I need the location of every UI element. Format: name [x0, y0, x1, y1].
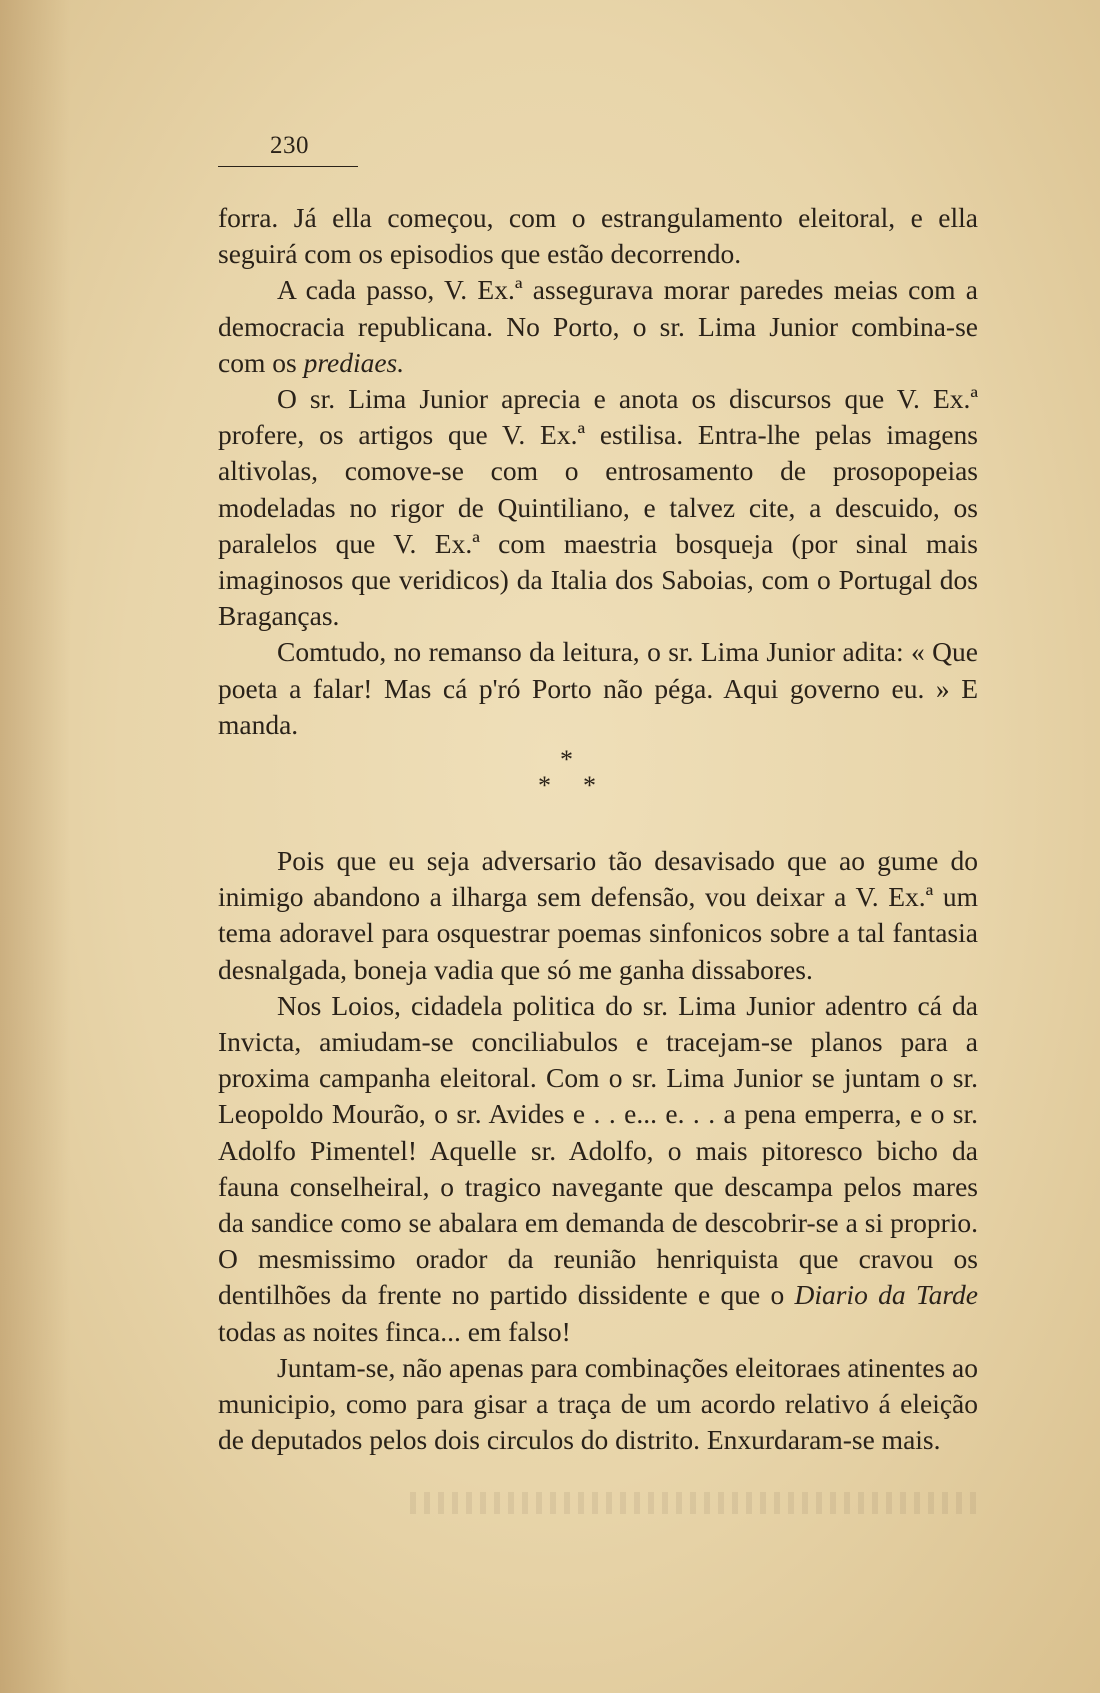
asterisk-right: * — [583, 771, 596, 801]
page-number: 230 — [270, 132, 309, 159]
text-run: O sr. Lima Junior aprecia e anota os discursos que V. Ex.ª profere, os artigos que V. Ex.ª estilisa. Entra-lhe pelas imagens altivolas, comove-se com o entrosamento de prosopopeias modeladas no rigor de Quintiliano, e talvez cite, a descuido, os paralelos que V. Ex.ª com maestria bosqueja (por sinal mais imaginosos que veridicos) da Italia dos Saboias, com o Portugal dos Braganças. — [218, 383, 978, 632]
paragraph-4 — [218, 634, 978, 743]
paragraph-1 — [218, 200, 978, 272]
body-text — [218, 200, 978, 1459]
text-run: A cada passo, V. Ex.ª assegurava morar paredes meias com a democracia republicana. No Porto, o sr. Lima Junior combina-se com os — [218, 274, 978, 378]
paragraph-3 — [218, 381, 978, 634]
paragraph-7 — [218, 1350, 978, 1459]
italic-text-run: Diario da Tarde — [794, 1279, 979, 1311]
paragraph-2 — [218, 272, 978, 381]
page-edge-shadow — [0, 0, 70, 1693]
italic-text-run: prediaes. — [303, 346, 405, 378]
asterisk-left: * — [538, 771, 551, 801]
header-rule — [218, 166, 358, 167]
text-run: Pois que eu seja adversario tão desavisado que ao gume do inimigo abandono a ilharga sem defensão, vou deixar a V. Ex.ª um tema adoravel para osquestrar poemas sinfonicos sobre a tal fantasia desnalgada, boneja vadia que só me ganha dissabores. — [218, 845, 978, 985]
text-run: forra. Já ella começou, com o estrangulamento eleitoral, e ella seguirá com os episodios que estão decorrendo. — [218, 202, 978, 270]
section-break-asterism — [218, 745, 978, 811]
text-run: Juntam-se, não apenas para combinações eleitoraes atinentes ao municipio, como para gisar a traça de um acordo relativo á eleição de deputados pelos dois circulos do distrito. Enxurdaram-se mais. — [218, 1351, 978, 1456]
faded-show-through — [410, 1492, 980, 1514]
text-run: Nos Loios, cidadela politica do sr. Lima Junior adentro cá da Invicta, amiudam-se conciliabulos e tracejam-se planos para a proxima campanha eleitoral. Com o sr. Lima Junior se juntam o sr. Leopoldo Mourão, o sr. Avides e . . e... e. . . a pena emperra, e o sr. Adolfo Pimentel! Aquelle sr. Adolfo, o mais pitoresco bicho da fauna conselheiral, o tragico navegante que descampa pelos mares da sandice como se abalara em demanda de descobrir-se a si proprio. O mesmissimo orador da reunião henriquista que cravou os dentilhões da frente no partido dissidente e que o — [218, 989, 978, 1311]
paragraph-6 — [218, 988, 978, 1350]
asterisk-top: * — [560, 745, 573, 775]
text-run: todas as noites finca... em falso! — [218, 1315, 571, 1347]
paragraph-5 — [218, 843, 978, 988]
text-run: Comtudo, no remanso da leitura, o sr. Lima Junior adita: « Que poeta a falar! Mas cá p'ró Porto não péga. Aqui governo eu. » E manda. — [218, 636, 978, 740]
